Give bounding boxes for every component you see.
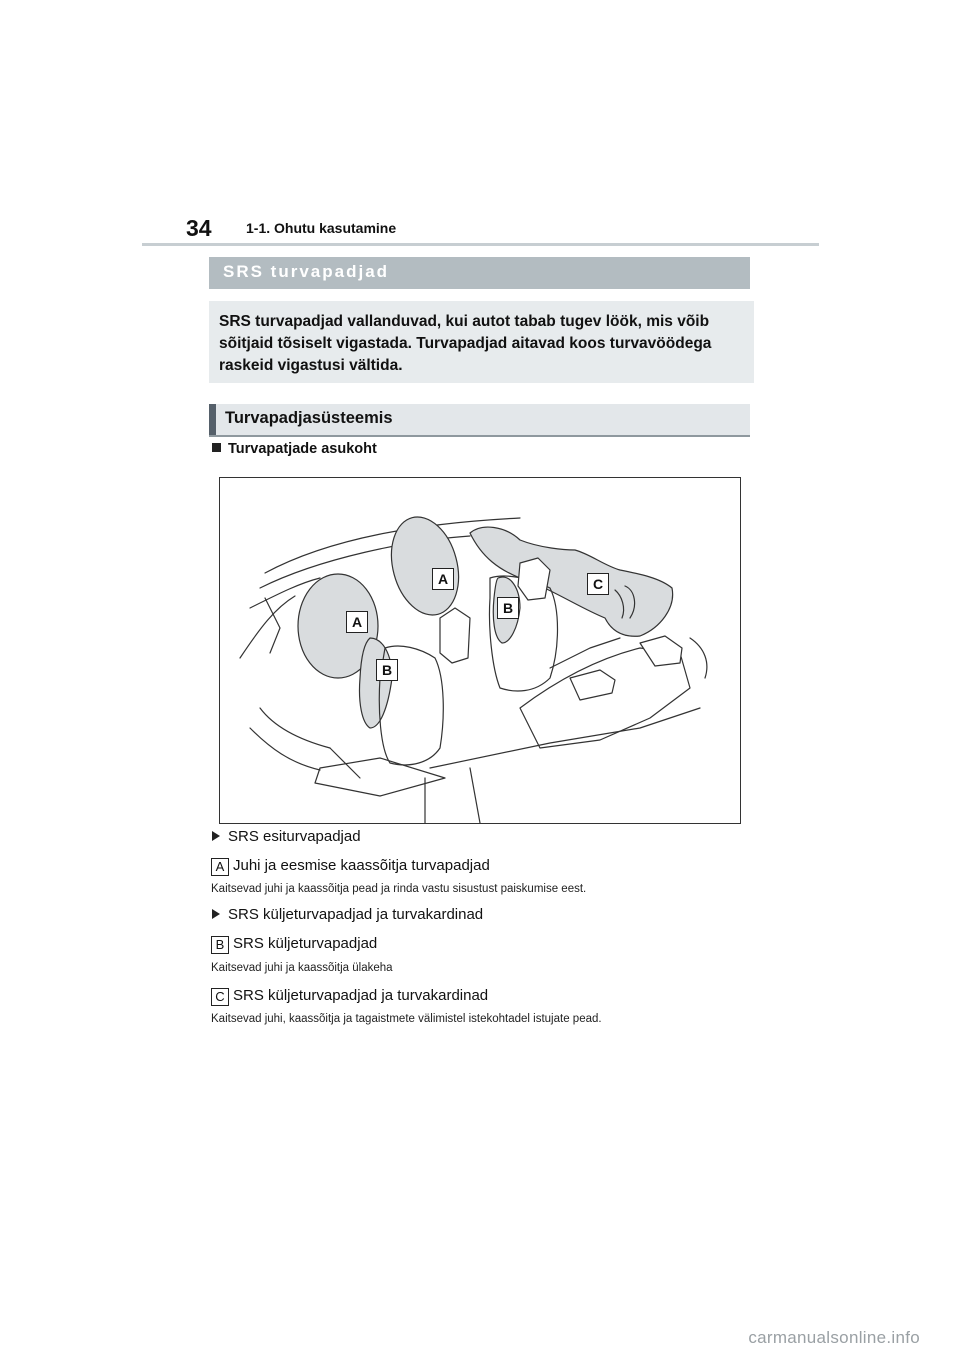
item-desc-b: Kaitsevad juhi ja kaassõitja ülakeha	[211, 962, 393, 974]
intro-text: SRS turvapadjad vallanduvad, kui autot tabab tugev löök, mis võib sõitjaid tõsiselt vigastada. Turvapadjad aitavad koos turvavöödega raskeid vigastusi vältida.	[219, 313, 712, 374]
subsection-accent	[209, 404, 216, 435]
item-row-a	[211, 857, 490, 876]
item-title: Juhi ja eesmise kaassõitja turvapadjad	[233, 857, 490, 874]
group-heading-text: SRS küljeturvapadjad ja turvakardinad	[228, 906, 484, 923]
airbag-figure	[219, 477, 741, 824]
section-title: SRS turvapadjad	[223, 262, 390, 281]
subsection-bar	[209, 404, 750, 437]
item-row-b	[211, 935, 377, 954]
subsection-title: Turvapadjasüsteemis	[225, 409, 393, 427]
triangle-bullet-icon	[212, 909, 220, 919]
front-airbag-passenger	[381, 509, 469, 622]
item-key-box: A	[211, 858, 229, 876]
item-key-box: C	[211, 988, 229, 1006]
square-bullet-icon	[212, 443, 221, 452]
group-heading-side-airbags	[212, 906, 483, 923]
side-airbag-driver	[359, 638, 392, 728]
triangle-bullet-icon	[212, 831, 220, 841]
topic-heading-text: Turvapatjade asukoht	[228, 441, 377, 457]
figure-label-c: C	[587, 573, 609, 595]
group-heading-text: SRS esiturvapadjad	[228, 828, 361, 845]
header-rule	[142, 243, 819, 246]
figure-label-a-lower: A	[346, 611, 368, 633]
section-title-bar	[209, 257, 750, 289]
figure-label-a-upper: A	[432, 568, 454, 590]
item-row-c	[211, 987, 488, 1006]
watermark: carmanualsonline.info	[748, 1328, 920, 1347]
item-title: SRS küljeturvapadjad	[233, 935, 378, 952]
item-title: SRS küljeturvapadjad ja turvakardinad	[233, 987, 489, 1004]
section-path: 1-1. Ohutu kasutamine	[246, 220, 397, 236]
topic-heading	[212, 441, 377, 457]
item-desc-c: Kaitsevad juhi, kaassõitja ja tagaistmete välimistel istekohtadel istujate pead.	[211, 1013, 602, 1025]
item-key-box: B	[211, 936, 229, 954]
page-number: 34	[186, 215, 212, 241]
figure-label-b-left: B	[376, 659, 398, 681]
figure-label-b-right: B	[497, 597, 519, 619]
item-desc-a: Kaitsevad juhi ja kaassõitja pead ja rinda vastu sisustust paiskumise eest.	[211, 883, 587, 895]
airbag-illustration	[220, 478, 740, 823]
intro-box	[209, 301, 754, 383]
group-heading-front-airbags	[212, 828, 361, 845]
